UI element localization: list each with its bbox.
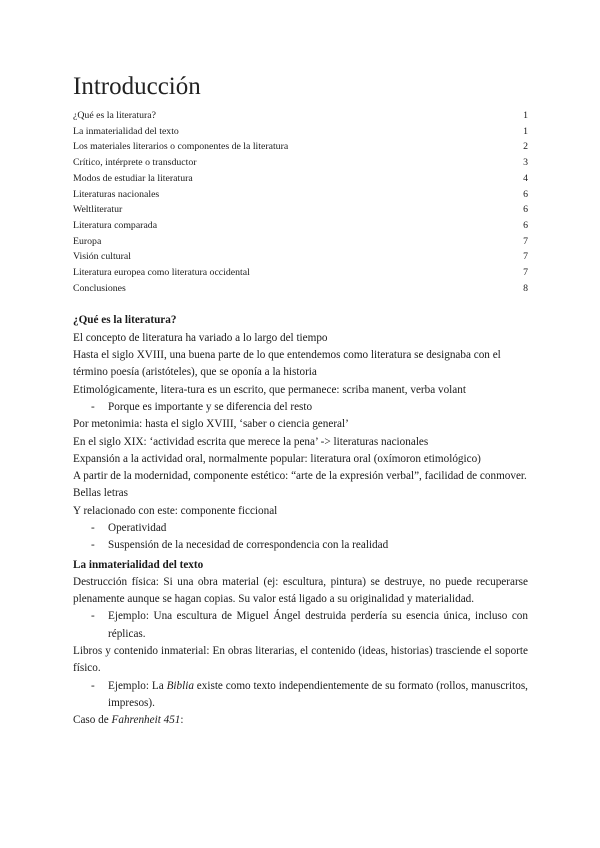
paragraph: Etimológicamente, litera-tura es un escrito, que permanece: scriba manent, verba volant [73,383,466,396]
paragraph: Expansión a la actividad oral, normalmente popular: literatura oral (oxímoron etimológico) [73,452,481,465]
toc-row[interactable]: ¿Qué es la literatura? 1 [73,110,528,121]
toc-row[interactable]: Visión cultural 7 [73,251,528,263]
toc-row[interactable]: Weltliteratur 6 [73,204,528,216]
document-title: Introducción [73,73,201,100]
toc-row[interactable]: Crítico, intérprete o transductor 3 [73,157,528,169]
toc-row[interactable]: Conclusiones 8 [73,282,528,294]
bullet-item: - Porque es importante y se diferencia del resto [73,399,528,416]
section-heading: ¿Qué es la literatura? [73,314,177,327]
toc-row[interactable]: Europa 7 [73,235,528,247]
toc-row[interactable]: Literatura comparada 6 [73,219,528,231]
bullet-text: Ejemplo: La Biblia existe como texto independientemente de su formato (rollos, manuscritos, impresos). [108,679,528,709]
toc-row[interactable]: Modos de estudiar la literatura 4 [73,172,528,184]
toc-row[interactable]: La inmaterialidad del texto 1 [73,125,528,137]
dash-bullet: - [91,679,95,692]
paragraph: Y relacionado con este: componente ficcional [73,504,278,517]
toc-row[interactable]: Literatura europea como literatura occidental 7 [73,267,528,279]
toc-row[interactable]: Literaturas nacionales 6 [73,188,528,200]
dash-bullet: - [91,539,95,552]
toc-row[interactable]: Los materiales literarios o componentes de la literatura 2 [73,141,528,153]
section-heading: La inmaterialidad del texto [73,558,204,571]
dash-bullet: - [91,400,95,413]
table-of-contents [73,108,528,296]
paragraph: Por metonimia: hasta el siglo XVIII, ‘saber o ciencia general’ [73,418,349,431]
bullet-item: - Ejemplo: Una escultura de Miguel Ángel destruida perdería su esencia única, incluso con réplicas. [73,608,528,643]
bullet-item: - Suspensión de la necesidad de correspondencia con la realidad [73,537,528,554]
paragraph: Caso de Fahrenheit 451: [73,714,184,727]
paragraph: A partir de la modernidad, componente estético: “arte de la expresión verbal”, facilidad de conmover. Bellas letras [73,470,527,500]
bullet-item: - Operatividad [73,520,528,537]
dash-bullet: - [91,522,95,534]
document-page [73,72,528,730]
paragraph: En el siglo XIX: ‘actividad escrita que merece la pena’ -> literaturas nacionales [73,435,429,448]
dash-bullet: - [91,610,95,623]
paragraph: Libros y contenido inmaterial: En obras literarias, el contenido (ideas, historias) trasciende el soporte físico. [73,645,528,675]
paragraph: Destrucción física: Si una obra material (ej: escultura, pintura) se destruye, no puede recuperarse plenamente aunque se hagan copias. Su valor está ligado a su originalidad y materialidad. [73,575,528,606]
paragraph: El concepto de literatura ha variado a lo largo del tiempo [73,331,328,344]
bullet-item [73,678,528,713]
paragraph: Hasta el siglo XVIII, una buena parte de lo que entendemos como literatura se designaba con el término poesía (aristóteles), que se oponía a la historia [73,349,501,379]
document-body [73,312,528,729]
